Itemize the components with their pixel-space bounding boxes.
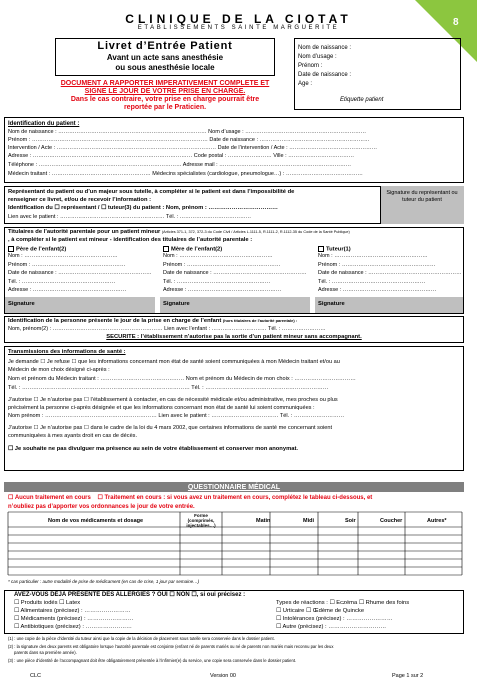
titulaire-field-2-1[interactable]: Prénom : …………………………………………… <box>8 261 126 268</box>
representant-title-2: renseigner ce livret, et/ou de recevoir l’information : <box>8 197 152 203</box>
titulaire-field-3-1[interactable]: Date de naissance : …………………………………………… <box>8 270 152 276</box>
representant-signature-label: Signature du représentant ou tuteur du patient <box>386 190 458 203</box>
label-field-prenom: Prénom : <box>298 63 323 69</box>
signature-tuteur-label: Signature <box>318 301 345 307</box>
note-1: (1) : une copie de la pièce d’identité du tuteur ainsi que la copie de la décision de placement sous tutelle sera conservée dans le dossier patient. <box>8 636 275 641</box>
livret-subtitle-1: Avant un acte sans anesthésie <box>106 53 224 62</box>
signature-mere-label: Signature <box>163 301 190 307</box>
titulaire-field-4-1[interactable]: Tél. : …………………………………………… <box>8 278 116 285</box>
note-2: (2) : la signature des deux parents est obligatoire lorsque l’autorité parentale est conjointe (enfant né de parents mariés ou né de parents non mariés mais reconnu par les deux <box>8 644 334 649</box>
id-line-1[interactable]: Nom de naissance : ……………………………………………………………………… Nom d’usage : ………………………………………………………… <box>8 129 367 135</box>
note-2b: parents dans sa première année). <box>14 650 77 655</box>
transmission-p3a[interactable]: J’autorise ☐ Je n’autorise pas ☐ dans le cadre de la loi du 4 mars 2002, que certaines informations de santé me concernant soient <box>8 425 333 431</box>
titulaire-field-5-1[interactable]: Adresse : …………………………………………… <box>8 287 127 293</box>
signature-pere-label: Signature <box>8 301 35 307</box>
transmission-p3b: communiquées à mes ayants droit en cas de décès. <box>8 433 138 439</box>
id-line-3[interactable]: Intervention / Acte : …………………………………………………………………………… Date de l’intervention / Acte : ………………………………………… <box>8 145 378 151</box>
titulaire-field-5-3[interactable]: Adresse : …………………………………………… <box>318 287 437 293</box>
transmission-p1c[interactable]: Nom et prénom du Médecin traitant : ……………………………………… Nom et prénom du Médecin de mon choix : …………………………… <box>8 376 356 382</box>
allergies-title[interactable]: AVEZ-VOUS DÉJÀ PRÉSENTÉ DES ALLERGIES ? OUI ☐ NON ☐, si oui précisez : <box>14 592 246 598</box>
titulaire-field-3-2[interactable]: Date de naissance : …………………………………………… <box>163 270 307 276</box>
label-caption: Etiquette patient <box>340 97 384 103</box>
warning-line-3: Dans le cas contraire, votre prise en charge pourrait être <box>70 96 260 103</box>
transmission-p1b: Médecin de mon choix désigné ci-après : <box>8 367 110 373</box>
label-field-age: Age : <box>298 81 313 87</box>
warning-line-2: SIGNE LE JOUR DE VOTRE PRISE EN CHARGE. <box>84 88 246 95</box>
id-line-5[interactable]: Téléphone : …………………………………………………………………… Adresse mail : ……………………………………………………………… <box>8 162 352 168</box>
reaction-item-3[interactable]: ☐ Intolérances (précisez) : …………………… <box>276 616 393 622</box>
reaction-item-1[interactable]: Types de réactions : ☐ Eczéma ☐ Rhume des foins <box>276 600 410 606</box>
titulaire-field-1-2[interactable]: Nom : …………………………………………… <box>163 253 273 259</box>
footer-center: Version 00 <box>210 673 236 679</box>
titulaires-title: Titulaires de l’autorité parentale pour un patient mineur (Articles 371-1, 372, 372-3 du Code Civil / Articles L.1111-5, R.1111-2, R.1112-35 du Code de la Santé Publique) <box>8 229 350 235</box>
table-header-forme: Forme (comprimés, injectables…) <box>186 513 216 528</box>
table-header-autres: Autres* <box>427 518 447 524</box>
representant-line-2[interactable]: Lien avec le patient : ………………………………………………… Tél. : ………………………………… <box>8 214 252 220</box>
table-header-soir: Soir <box>345 518 356 524</box>
transmission-title: Transmissions des informations de santé : <box>8 349 126 355</box>
transmission-p2a[interactable]: J’autorise ☐ Je n’autorise pas ☐ l’établissement à contacter, en cas de nécessité médicale et/ou administrative, mes proches ou plus <box>8 397 338 403</box>
label-field-nom-naissance: Nom de naissance : <box>298 45 352 51</box>
allergy-item-3[interactable]: ☐ Médicaments (précisez) : …………………… <box>14 616 134 622</box>
label-field-date-naissance: Date de naissance : <box>298 72 352 78</box>
livret-subtitle-2: ou sous anesthésie locale <box>115 63 215 72</box>
titulaires-title-2: , à compléter si le patient est mineur - identification des titulaires de l’autorité parentale : <box>8 237 253 243</box>
note-3: (3) : une pièce d’identité de l’accompagnant doit être obligatoirement présentée à l’infirmier(e) du service, une copie sera conservée dans le dossier patient. <box>8 658 297 663</box>
table-header-matin: Matin <box>256 518 271 524</box>
col-mere[interactable]: Mère de l’enfant(2) <box>163 246 222 253</box>
transmission-p2c[interactable]: Nom prénom : …………………………………………………… Lien avec le patient : ……………………………… Tél. : ……………………… <box>8 413 345 419</box>
table-header-nom: Nom de vos médicaments et dosage <box>48 518 144 524</box>
footer-left: CLC <box>30 673 42 679</box>
table-footnote: * cas particulier : autre modalité de prise de médicament (en cas de crise, 1 jour par semaine…) <box>8 579 200 584</box>
accompagnant-line[interactable]: Nom, prénom(2) : …………………………………………………… Lien avec l’enfant : ………………………… Tél. : …………………… <box>8 326 326 332</box>
reaction-item-2[interactable]: ☐ Urticaire ☐ Œdème de Quincke <box>276 608 365 614</box>
clinic-name: CLINIQUE DE LA CIOTAT <box>125 12 352 26</box>
titulaire-field-5-2[interactable]: Adresse : …………………………………………… <box>163 287 282 293</box>
medical-title: QUESTIONNAIRE MÉDICAL <box>187 484 281 491</box>
label-field-nom-usage: Nom d’usage : <box>298 54 337 60</box>
transmission-p2b: précisément la personne ci-après désignée et que les informations concernant mon état de santé lui soient communiquées : <box>8 405 315 411</box>
titulaire-field-2-3[interactable]: Prénom : …………………………………………… <box>318 261 436 268</box>
medical-line-1[interactable]: ☐ Aucun traitement en cours ☐ Traitement en cours : si vous avez un traitement en cours, complétez le tableau ci-dessous, et <box>8 495 373 501</box>
table-header-midi: Midi <box>303 518 314 524</box>
medical-line-2: n’oubliez pas d’apporter vos ordonnances le jour de votre entrée. <box>8 504 195 510</box>
titulaire-field-2-2[interactable]: Prénom : …………………………………………… <box>163 261 281 268</box>
warning-line-4: reportée par le Praticien. <box>123 104 207 111</box>
id-line-2[interactable]: Prénom : …………………………………………………………………………………… Date de naissance : …………………………………………………… <box>8 137 370 143</box>
col-tuteur[interactable]: Tuteur(1) <box>318 246 351 253</box>
titulaire-field-4-2[interactable]: Tél. : …………………………………………… <box>163 278 271 285</box>
titulaire-field-1-3[interactable]: Nom : …………………………………………… <box>318 253 428 259</box>
securite-note: SECURITE : l’établissement n’autorise pas la sortie d’un patient mineur sans accompagnant. <box>106 334 362 340</box>
footer-right: Page 1 sur 2 <box>392 673 424 679</box>
warning-line-1: DOCUMENT A RAPPORTER IMPERATIVEMENT COMPLETE ET <box>60 80 270 87</box>
id-line-4[interactable]: Adresse : …………………………………………………………………………… Code postal : …………………… Ville : ……………………………… <box>8 153 355 159</box>
transmission-p4[interactable]: ☐ Je souhaite ne pas divulguer ma présence au sein de votre établissement et conserver mon anonymat. <box>8 446 298 452</box>
titulaire-field-1-1[interactable]: Nom : …………………………………………… <box>8 253 118 259</box>
allergy-item-1[interactable]: ☐ Produits iodés ☐ Latex <box>14 600 81 606</box>
identification-title: Identification du patient : <box>8 121 80 127</box>
col-pere[interactable]: Père de l’enfant(2) <box>8 246 66 253</box>
clinic-subtitle: ETABLISSEMENTS SAINTE MARGUERITE <box>137 25 340 31</box>
id-line-6[interactable]: Médecin traitant : ……………………………………………… Médecins spécialistes (cardiologue, pneumologue…) : …………………………………… <box>8 171 363 177</box>
allergy-item-4[interactable]: ☐ Antibiotiques (précisez) : …………………… <box>14 624 132 630</box>
table-header-coucher: Coucher <box>380 518 403 524</box>
representant-title-1: Représentant du patient ou d’un majeur sous tutelle, à compléter si le patient est dans l’impossibilité de <box>8 189 295 195</box>
transmission-p1a[interactable]: Je demande ☐ Je refuse ☐ que les informations concernant mon état de santé soient communiquées à mon Médecin traitant et/ou au <box>8 359 340 365</box>
titulaire-field-3-3[interactable]: Date de naissance : …………………………………………… <box>318 270 462 276</box>
titulaire-field-4-3[interactable]: Tél. : …………………………………………… <box>318 278 426 285</box>
transmission-p1d[interactable]: Tél. : ……………………………………………………………………………… Tél. : ………………………………………………………… <box>8 385 329 391</box>
reaction-item-4[interactable]: ☐ Autre (précisez) : ………………………… <box>276 624 387 630</box>
allergy-item-2[interactable]: ☐ Alimentaires (précisez) : …………………… <box>14 608 131 614</box>
accompagnant-title: Identification de la personne présente le jour de la prise en charge de l’enfant (hors titulaires de l’autorité parentale) : <box>8 318 298 324</box>
page-number-badge: 8 <box>453 17 459 28</box>
representant-line-1[interactable]: Identification du ☐ représentant / ☐ tuteur(3) du patient : Nom, prénom : ……………………………… <box>8 205 278 211</box>
livret-title: Livret d’Entrée Patient <box>97 40 233 52</box>
